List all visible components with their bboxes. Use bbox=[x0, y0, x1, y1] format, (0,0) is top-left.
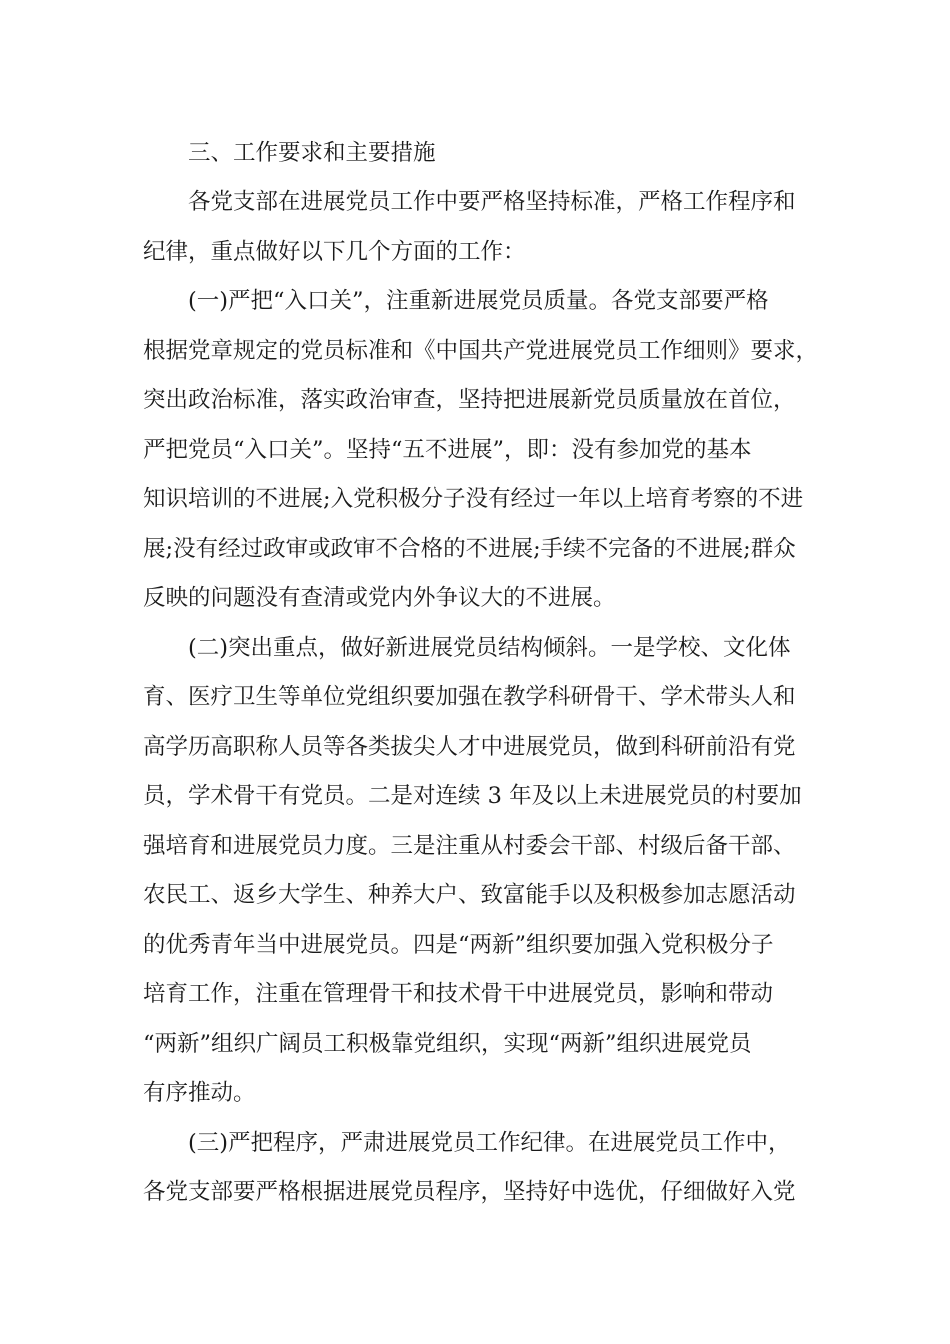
section-2-line-3: 高学历高职称人员等各类拔尖人才中进展党员，做到科研前沿有党 bbox=[143, 734, 796, 760]
section-2-line-8: 培育工作，注重在管理骨干和技术骨干中进展党员，影响和带动 bbox=[143, 981, 774, 1007]
section-2-line-5: 强培育和进展党员力度。三是注重从村委会干部、村级后备干部、 bbox=[143, 833, 796, 859]
intro-line-2: 纪律，重点做好以下几个方面的工作： bbox=[143, 239, 526, 265]
section-1-line-7: 反映的问题没有查清或党内外争议大的不进展。 bbox=[143, 585, 616, 611]
section-1-line-1: (一)严把“入口关”，注重新进展党员质量。各党支部要严格 bbox=[188, 288, 769, 314]
section-2-line-10: 有序推动。 bbox=[143, 1080, 256, 1106]
section-2-line-9: “两新”组织广阔员工积极靠党组织，实现“两新”组织进展党员 bbox=[143, 1031, 752, 1057]
section-1-line-3: 突出政治标准，落实政治审查，坚持把进展新党员质量放在首位， bbox=[143, 387, 796, 413]
section-1-line-5: 知识培训的不进展;入党积极分子没有经过一年以上培育考察的不进 bbox=[143, 486, 804, 512]
section-2-line-1: (二)突出重点，做好新进展党员结构倾斜。一是学校、文化体 bbox=[188, 635, 791, 661]
section-heading: 三、工作要求和主要措施 bbox=[188, 140, 436, 166]
section-2-line-7: 的优秀青年当中进展党员。四是“两新”组织要加强入党积极分子 bbox=[143, 932, 774, 958]
intro-line-1: 各党支部在进展党员工作中要严格坚持标准，严格工作程序和 bbox=[188, 189, 796, 215]
section-2-line-2: 育、医疗卫生等单位党组织要加强在教学科研骨干、学术带头人和 bbox=[143, 684, 796, 710]
section-1-line-4: 严把党员“入口关”。坚持“五不进展”，即：没有参加党的基本 bbox=[143, 437, 752, 463]
section-1-line-2: 根据党章规定的党员标准和《中国共产党进展党员工作细则》要求， bbox=[143, 338, 819, 364]
section-3-line-2: 各党支部要严格根据进展党员程序，坚持好中选优，仔细做好入党 bbox=[143, 1179, 796, 1205]
section-1-line-6: 展;没有经过政审或政审不合格的不进展;手续不完备的不进展;群众 bbox=[143, 536, 796, 562]
section-2-line-4: 员，学术骨干有党员。二是对连续 3 年及以上未进展党员的村要加 bbox=[143, 783, 802, 809]
section-3-line-1: (三)严把程序，严肃进展党员工作纪律。在进展党员工作中， bbox=[188, 1130, 791, 1156]
section-2-line-6: 农民工、返乡大学生、种养大户、致富能手以及积极参加志愿活动 bbox=[143, 882, 796, 908]
